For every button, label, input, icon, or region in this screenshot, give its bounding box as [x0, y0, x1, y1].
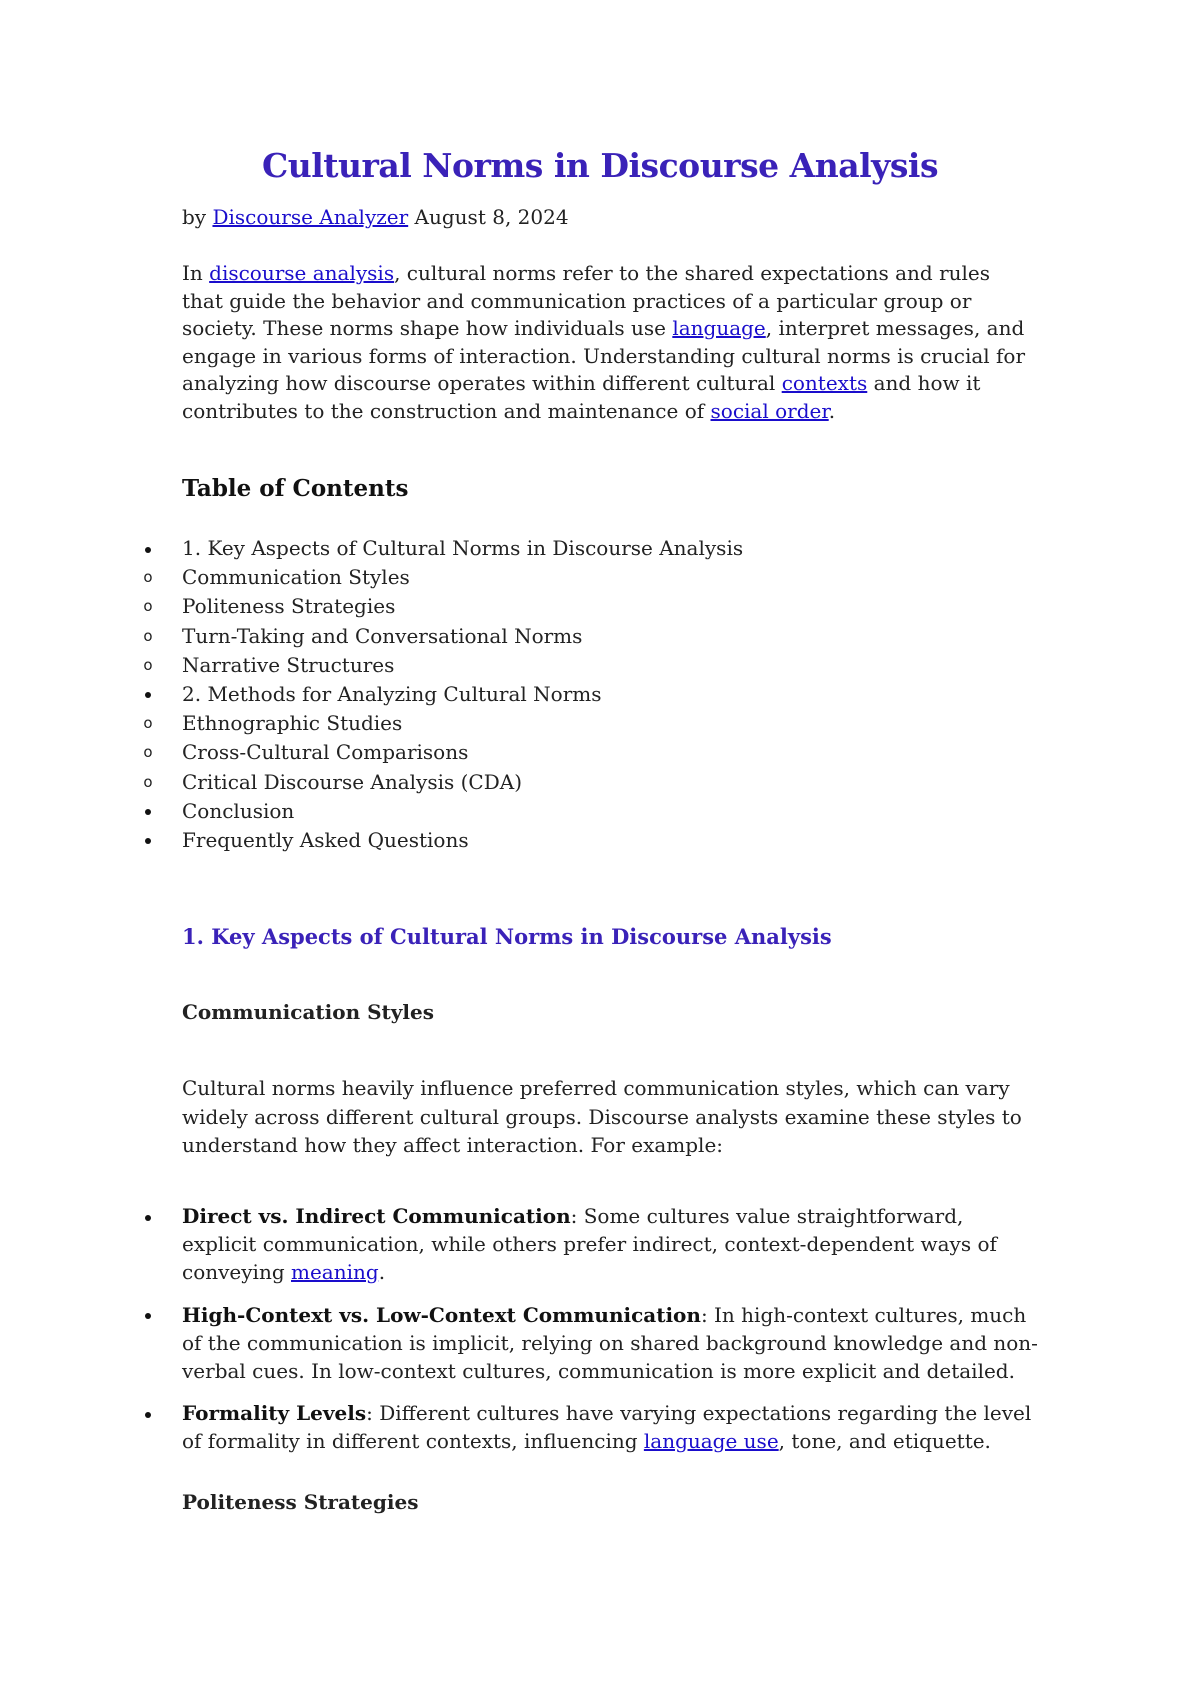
table-of-contents [0, 534, 1000, 855]
circle-bullet-icon: o [143, 626, 153, 645]
list-item-term: High-Context vs. Low-Context Communication [182, 1302, 701, 1327]
intro-paragraph [182, 260, 1032, 426]
toc-item-label: Critical Discourse Analysis (CDA) [182, 769, 523, 794]
toc-item-label: Narrative Structures [182, 652, 395, 677]
bullet-icon [141, 1399, 155, 1427]
social-order-link[interactable]: social order [710, 398, 829, 423]
circle-bullet-icon: o [143, 743, 153, 762]
language-link[interactable]: language [672, 316, 766, 341]
toc-item[interactable] [0, 622, 1000, 651]
toc-item-label: 1. Key Aspects of Cultural Norms in Discourse Analysis [182, 536, 744, 560]
toc-item-label: Communication Styles [182, 565, 410, 590]
list-item-term: Formality Levels [182, 1401, 367, 1426]
discourse-analysis-link[interactable]: discourse analysis [209, 261, 395, 285]
intro-text-1: In [182, 261, 210, 285]
list-item-text: : Different cultures have varying expectations regarding the level of formality in different contexts, influencing [182, 1401, 1032, 1454]
toc-item[interactable] [0, 738, 1000, 767]
toc-item[interactable] [0, 826, 1000, 855]
toc-item-label: Politeness Strategies [182, 594, 396, 619]
toc-item-label: Turn-Taking and Conversational Norms [182, 623, 583, 648]
bullet-icon [141, 1301, 155, 1329]
list-item [0, 1202, 1040, 1287]
list-item-term: Direct vs. Indirect Communication [182, 1204, 571, 1228]
circle-bullet-icon: o [143, 655, 153, 674]
circle-bullet-icon: o [143, 568, 153, 587]
list-item-end: . [378, 1260, 386, 1285]
circle-bullet-icon: o [143, 714, 153, 733]
toc-item-label: Ethnographic Studies [182, 711, 403, 736]
toc-item-label: Frequently Asked Questions [182, 827, 469, 852]
intro-text-4: and how it contributes to the construction and maintenance of [182, 371, 981, 423]
body-paragraph: Cultural norms heavily influence preferred communication styles, which can vary widely across different cultural groups. Discourse analysts examine these styles to understand how they affect interaction. For example: [182, 1076, 1022, 1157]
contexts-link[interactable]: contexts [781, 371, 868, 396]
section-heading: 1. Key Aspects of Cultural Norms in Discourse Analysis [182, 924, 832, 949]
bullet-icon [141, 797, 155, 826]
circle-bullet-icon: o [143, 772, 153, 791]
list-item [0, 1399, 1040, 1455]
list-item-text: : In high-context cultures, much of the communication is implicit, relying on shared background knowledge and non-verbal cues. In low-context cultures, communication is more explicit and detailed. [182, 1302, 1038, 1384]
list-item-end: , tone, and etiquette. [778, 1429, 991, 1454]
list-item [0, 1301, 1040, 1386]
bullet-icon [141, 680, 155, 709]
meaning-link[interactable]: meaning [291, 1260, 379, 1285]
toc-item-label: 2. Methods for Analyzing Cultural Norms [182, 681, 602, 706]
list-item-text: : Some cultures value straightforward, explicit communication, while others prefer indirect, context-dependent ways of conveying [182, 1204, 997, 1285]
toc-heading: Table of Contents [182, 475, 409, 502]
byline-prefix: by [182, 205, 207, 229]
intro-text-5: . [828, 398, 836, 423]
toc-item[interactable] [0, 534, 1000, 563]
intro-text-3: , interpret messages, and engage in various forms of interaction. Understanding cultural norms is crucial for analyzing how discourse operates within different cultural [182, 316, 1026, 396]
toc-item[interactable] [0, 709, 1000, 738]
subsection-heading: Politeness Strategies [182, 1490, 419, 1514]
byline [182, 204, 1032, 230]
subsection-heading: Communication Styles [182, 1000, 434, 1024]
intro-text-2: , cultural norms refer to the shared expectations and rules that guide the behavior and communication practices of a particular group or society. These norms shape how individuals use [182, 261, 991, 341]
toc-item[interactable] [0, 592, 1000, 621]
bullet-list [0, 1202, 1040, 1456]
author-link[interactable]: Discourse Analyzer [212, 205, 409, 229]
bullet-icon [141, 534, 155, 563]
publish-date: August 8, 2024 [414, 205, 569, 229]
toc-item[interactable] [0, 797, 1000, 826]
bullet-icon [141, 1202, 155, 1230]
page-title: Cultural Norms in Discourse Analysis [261, 146, 939, 185]
language-use-link[interactable]: language use [643, 1429, 779, 1454]
toc-item-label: Conclusion [182, 798, 295, 823]
toc-item[interactable] [0, 768, 1000, 797]
bullet-icon [141, 826, 155, 855]
toc-item[interactable] [0, 651, 1000, 680]
circle-bullet-icon: o [143, 597, 153, 616]
toc-item[interactable] [0, 680, 1000, 709]
toc-item-label: Cross-Cultural Comparisons [182, 740, 469, 765]
toc-item[interactable] [0, 563, 1000, 592]
